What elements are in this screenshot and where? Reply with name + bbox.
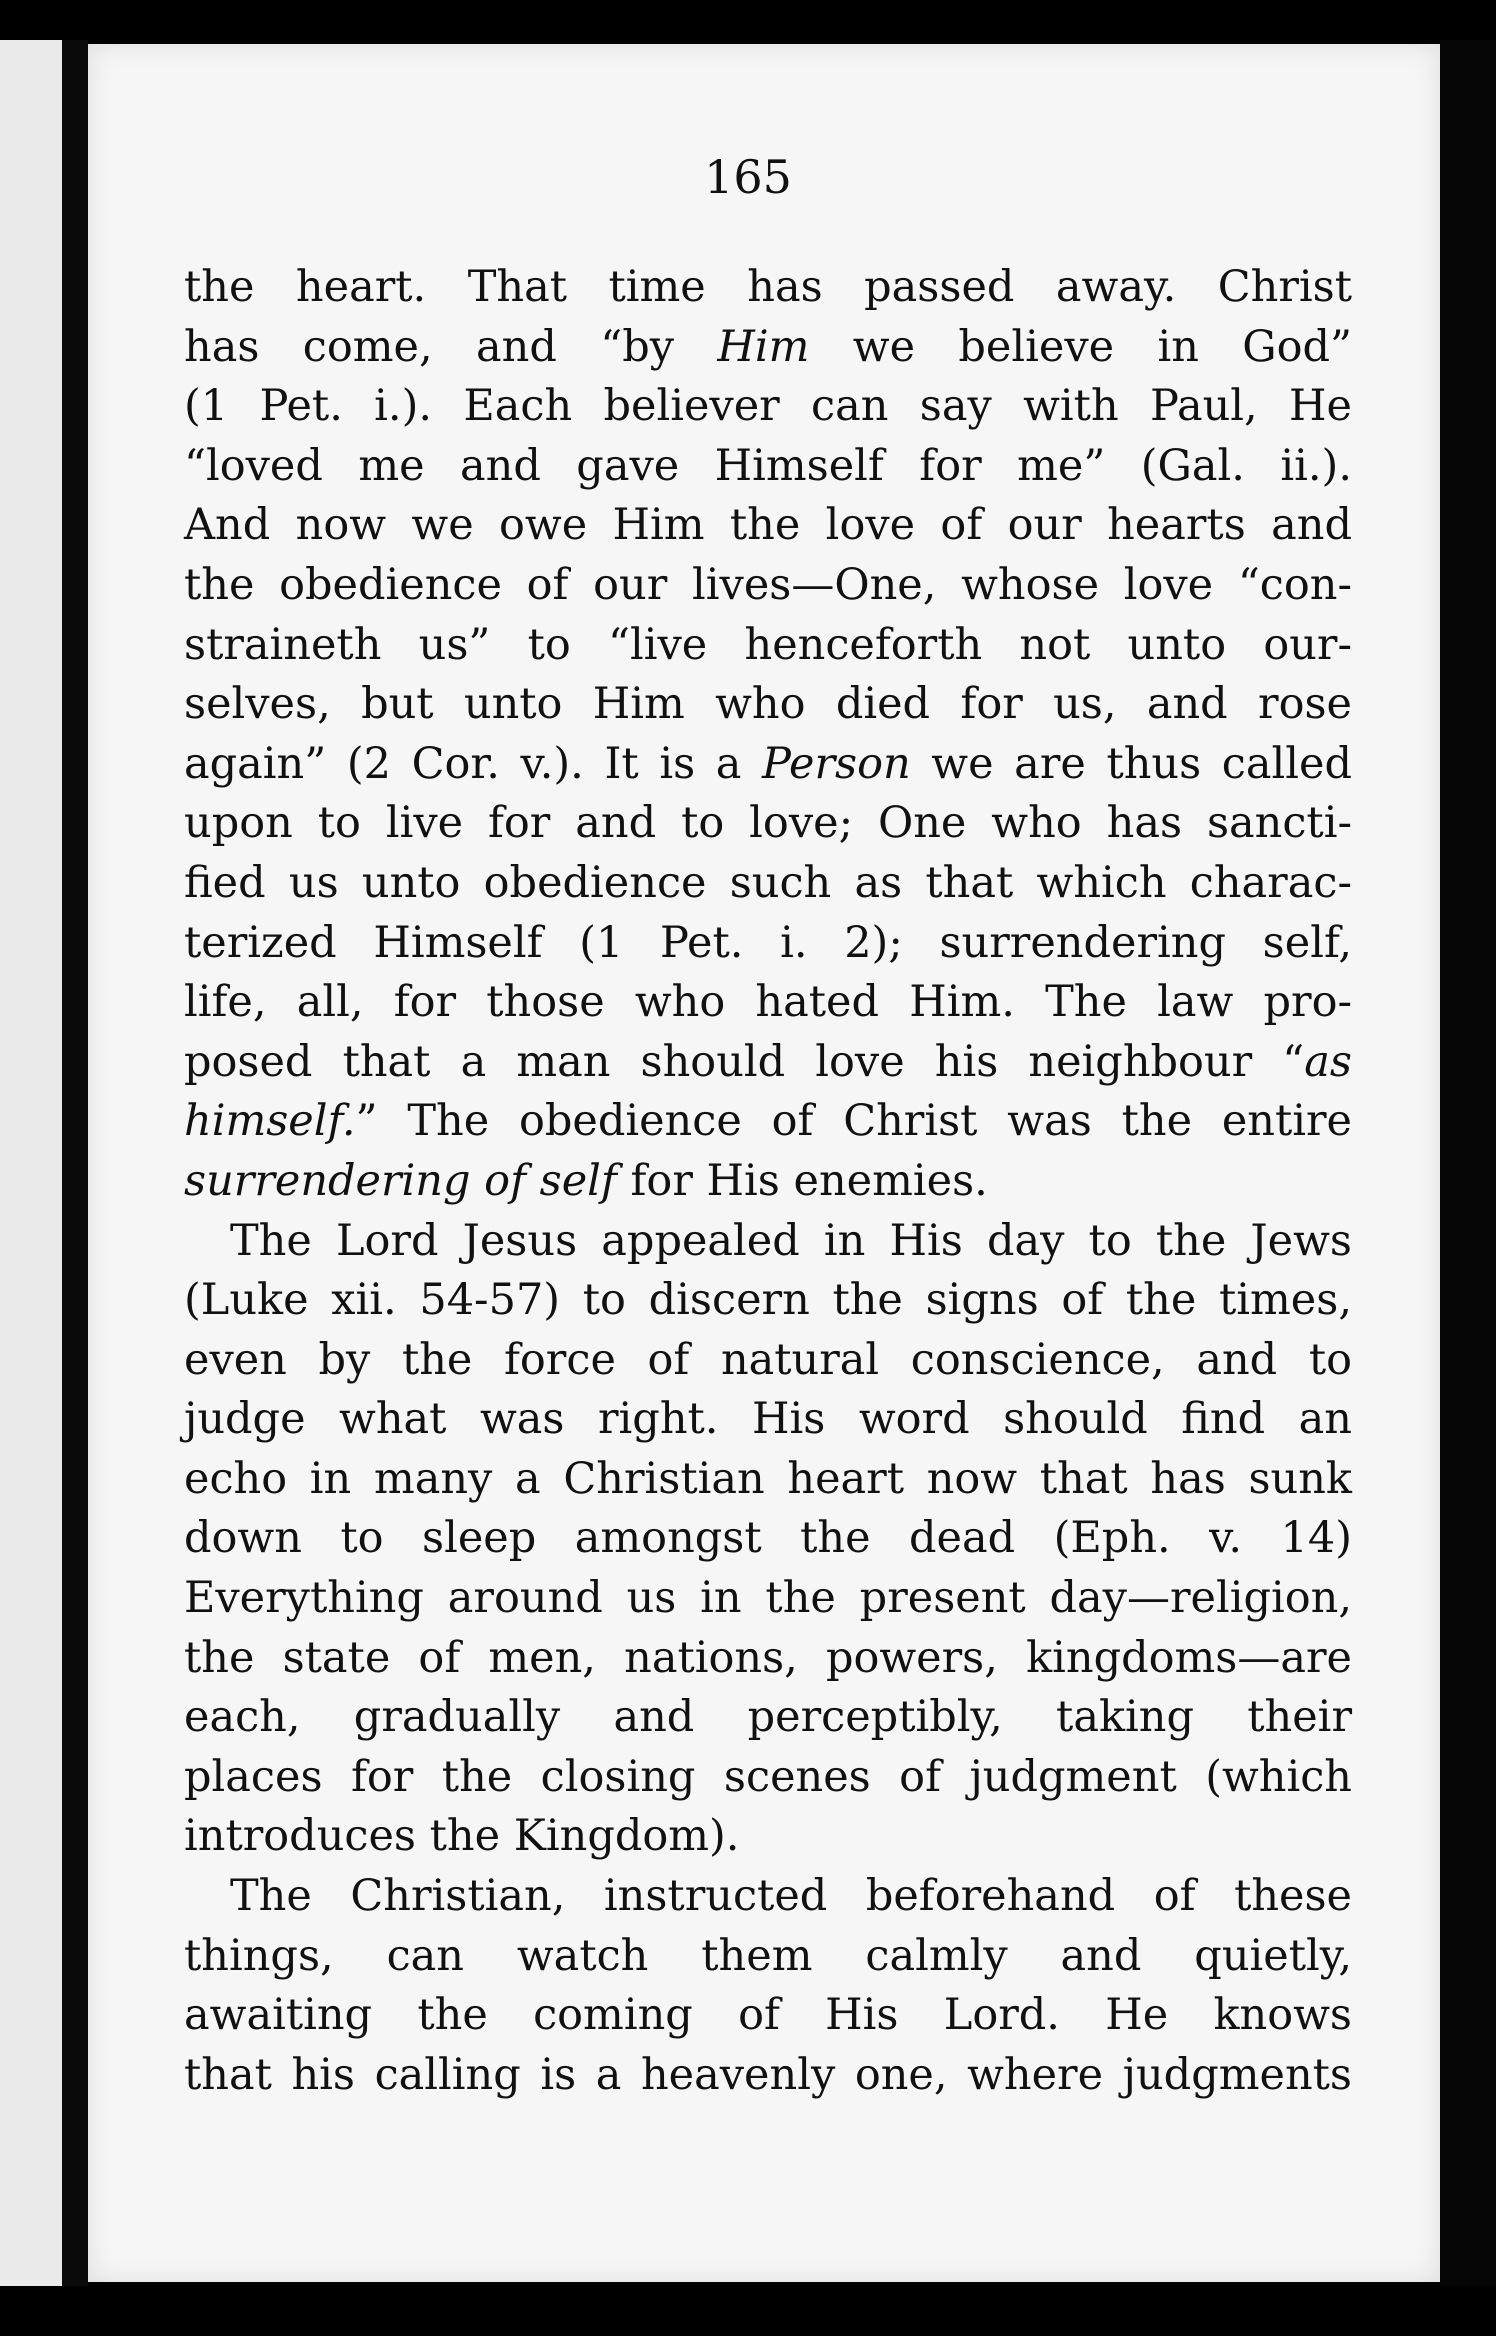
text-segment: life, all, for those who hated Him. The law pro- xyxy=(184,977,1352,1028)
text-segment: things, can watch them calmly and quietly, xyxy=(184,1930,1352,1981)
text-line xyxy=(184,1807,1352,1867)
text-line xyxy=(184,1271,1352,1331)
text-line xyxy=(184,616,1352,676)
text-segment: judge what was right. His word should find an xyxy=(184,1394,1352,1445)
text-segment: posed that a man should love his neighbour “ xyxy=(184,1036,1305,1087)
text-segment: Everything around us in the present day—religion, xyxy=(184,1573,1352,1624)
text-line xyxy=(184,794,1352,854)
text-segment: for His enemies. xyxy=(616,1155,988,1206)
text-line xyxy=(184,556,1352,616)
text-line xyxy=(184,1390,1352,1450)
text-segment: the heart. That time has passed away. Christ xyxy=(184,262,1352,312)
text-line xyxy=(184,675,1352,735)
text-line xyxy=(184,377,1352,437)
text-segment: places for the closing scenes of judgment (which xyxy=(184,1751,1352,1802)
text-segment: (Luke xii. 54-57) to discern the signs of the times, xyxy=(184,1275,1352,1326)
text-line xyxy=(184,854,1352,914)
text-line xyxy=(184,1092,1352,1152)
text-line xyxy=(184,1569,1352,1629)
text-line xyxy=(184,1033,1352,1093)
text-segment: we believe in God” xyxy=(809,321,1352,372)
text-segment: selves, but unto Him who died for us, and rose xyxy=(184,679,1352,730)
text-line xyxy=(184,1867,1352,1927)
text-segment: terized Himself (1 Pet. i. 2); surrendering self, xyxy=(184,917,1352,968)
text-segment: the obedience of our lives—One, whose love “con- xyxy=(184,559,1352,610)
text-segment: echo in many a Christian heart now that has sunk xyxy=(184,1453,1352,1504)
text-line xyxy=(184,1212,1352,1272)
text-segment: introduces the Kingdom). xyxy=(184,1811,740,1862)
text-line xyxy=(184,1688,1352,1748)
text-segment: And now we owe Him the love of our hearts and xyxy=(184,500,1352,551)
book-gutter xyxy=(62,40,88,2286)
italic-text: himself. xyxy=(184,1096,356,1147)
text-segment: again” (2 Cor. v.). It is a xyxy=(184,738,763,789)
text-segment: The Lord Jesus appealed in His day to the Jews xyxy=(230,1215,1352,1266)
text-segment: The Christian, instructed beforehand of these xyxy=(230,1871,1352,1922)
text-line xyxy=(184,1986,1352,2046)
text-segment: down to sleep amongst the dead (Eph. v. 14) xyxy=(184,1513,1352,1564)
text-line xyxy=(184,1152,1352,1212)
text-segment: straineth us” to “live henceforth not unto our- xyxy=(184,619,1352,670)
text-line xyxy=(184,1509,1352,1569)
text-segment: even by the force of natural conscience, and to xyxy=(184,1334,1352,1385)
text-segment: (1 Pet. i.). Each believer can say with Paul, He xyxy=(184,381,1352,432)
text-line xyxy=(184,496,1352,556)
text-line xyxy=(184,1331,1352,1391)
page-number: 165 xyxy=(704,150,792,204)
text-segment: ” The obedience of Christ was the entire xyxy=(355,1096,1352,1147)
text-line xyxy=(184,258,1352,318)
text-segment: has come, and “by xyxy=(184,321,718,372)
text-line xyxy=(184,318,1352,378)
text-segment: we are thus called xyxy=(910,738,1352,789)
text-segment: “loved me and gave Himself for me” (Gal. ii.). xyxy=(184,440,1352,491)
italic-text: as xyxy=(1304,1036,1352,1087)
text-line xyxy=(184,914,1352,974)
text-segment: awaiting the coming of His Lord. He knows xyxy=(184,1990,1352,2041)
text-line xyxy=(184,973,1352,1033)
italic-text: surrendering of self xyxy=(184,1155,617,1206)
italic-text: Person xyxy=(762,738,911,789)
text-segment: each, gradually and perceptibly, taking their xyxy=(184,1692,1352,1743)
text-line xyxy=(184,1927,1352,1987)
text-segment: the state of men, nations, powers, kingdoms—are xyxy=(184,1632,1352,1683)
text-line xyxy=(184,1450,1352,1510)
text-segment: fied us unto obedience such as that which charac- xyxy=(184,857,1352,908)
text-line xyxy=(184,437,1352,497)
body-text xyxy=(184,258,1352,2105)
text-segment: upon to live for and to love; One who has sancti- xyxy=(184,798,1352,849)
text-line xyxy=(184,735,1352,795)
italic-text: Him xyxy=(717,321,810,372)
text-line xyxy=(184,1748,1352,1808)
scan-border xyxy=(1440,40,1496,2286)
text-segment: that his calling is a heavenly one, where judgments xyxy=(184,2049,1352,2100)
text-line xyxy=(184,1629,1352,1689)
facing-page-edge xyxy=(0,40,62,2286)
text-line xyxy=(184,2046,1352,2106)
